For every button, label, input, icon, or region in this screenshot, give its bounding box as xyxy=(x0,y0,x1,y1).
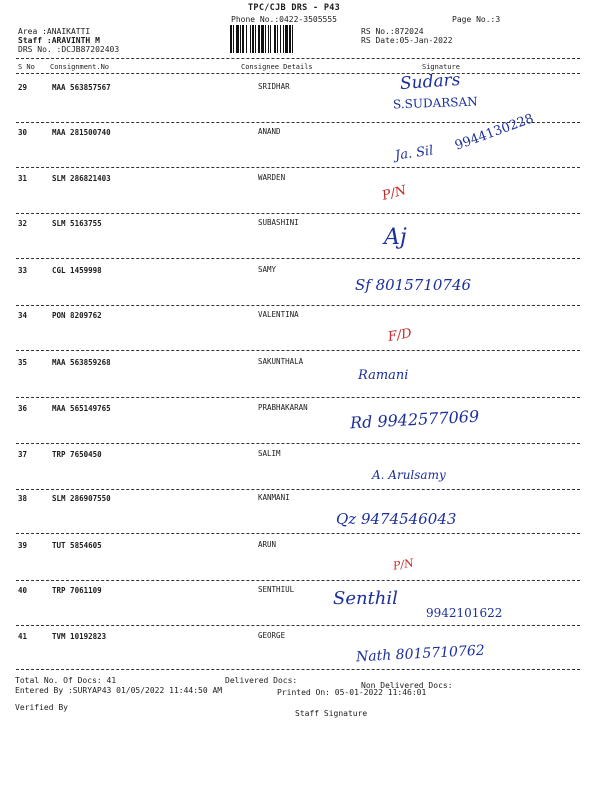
row-serial-number: 41 xyxy=(18,632,28,641)
row-consignment-number: PON 8209762 xyxy=(52,311,102,320)
staff-signature: Staff Signature xyxy=(295,709,368,718)
row-serial-number: 36 xyxy=(18,404,28,413)
row-serial-number: 29 xyxy=(18,83,28,92)
row-consignee-name: SAMY xyxy=(258,265,277,274)
row-consignment-number: SLM 286821403 xyxy=(52,174,111,183)
row-serial-number: 37 xyxy=(18,450,28,459)
document-title: TPC/CJB DRS - P43 xyxy=(248,3,341,13)
area-label: Area :ANAIKATTI xyxy=(18,27,91,36)
row-divider xyxy=(16,305,580,306)
handwritten-signature: Ramani xyxy=(358,368,409,383)
row-divider xyxy=(16,580,580,581)
printed-on: Printed On: 05-01-2022 11:46:01 xyxy=(277,688,427,697)
rs-number: RS No.:872024 xyxy=(361,27,424,36)
handwritten-signature: Nath 8015710762 xyxy=(355,642,486,666)
row-consignment-number: CGL 1459998 xyxy=(52,266,102,275)
verified-by: Verified By xyxy=(15,703,68,712)
row-consignee-name: GEORGE xyxy=(258,631,286,640)
handwritten-signature: Senthil xyxy=(333,588,398,609)
staff-label: Staff :ARAVINTH M xyxy=(18,36,100,45)
row-divider xyxy=(16,443,580,444)
row-divider xyxy=(16,350,580,351)
row-consignee-name: ANAND xyxy=(258,127,281,136)
row-serial-number: 35 xyxy=(18,358,28,367)
row-consignee-name: SENTHIUL xyxy=(258,585,295,594)
row-consignee-name: ARUN xyxy=(258,540,277,549)
row-divider xyxy=(16,397,580,398)
row-consignment-number: MAA 563859268 xyxy=(52,358,111,367)
row-serial-number: 38 xyxy=(18,494,28,503)
handwritten-signature: Rd 9942577069 xyxy=(349,406,480,433)
row-consignment-number: TVM 10192823 xyxy=(52,632,107,641)
handwritten-signature: Ja. Sil xyxy=(394,143,435,164)
row-serial-number: 30 xyxy=(18,128,28,137)
column-header-consignment: Consignment.No xyxy=(50,63,110,71)
row-consignee-name: WARDEN xyxy=(258,173,286,182)
handwritten-name: S.SUDARSAN xyxy=(392,94,478,112)
row-consignment-number: MAA 563857567 xyxy=(52,83,111,92)
row-serial-number: 34 xyxy=(18,311,28,320)
row-divider xyxy=(16,625,580,626)
handwritten-name: A. Arulsamy xyxy=(372,468,446,482)
row-consignment-number: MAA 565149765 xyxy=(52,404,111,413)
handwritten-note: P/N xyxy=(380,183,409,204)
row-serial-number: 31 xyxy=(18,174,28,183)
row-consignment-number: TUT 5854605 xyxy=(52,541,102,550)
row-consignee-name: PRABHAKARAN xyxy=(258,403,308,412)
rs-date: RS Date:05-Jan-2022 xyxy=(361,36,453,45)
row-consignment-number: TRP 7650450 xyxy=(52,450,102,459)
row-serial-number: 39 xyxy=(18,541,28,550)
row-divider xyxy=(16,489,580,490)
row-consignee-name: SALIM xyxy=(258,449,281,458)
row-divider xyxy=(16,167,580,168)
column-header-divider xyxy=(16,73,580,74)
row-consignment-number: TRP 7061109 xyxy=(52,586,102,595)
handwritten-note: F/D xyxy=(386,326,413,345)
row-serial-number: 40 xyxy=(18,586,28,595)
header-divider xyxy=(16,58,580,59)
handwritten-phone: 9944130228 xyxy=(452,111,536,154)
handwritten-note: P/N xyxy=(392,556,415,573)
delivered-docs: Delivered Docs: xyxy=(225,676,298,685)
row-consignee-name: SAKUNTHALA xyxy=(258,357,304,366)
row-consignee-name: KANMANI xyxy=(258,493,290,502)
row-serial-number: 33 xyxy=(18,266,28,275)
phone-number: Phone No.:0422-3505555 xyxy=(231,15,337,24)
handwritten-signature: Qz 9474546043 xyxy=(336,510,457,528)
handwritten-phone: 9942101622 xyxy=(426,606,503,620)
row-serial-number: 32 xyxy=(18,219,28,228)
column-header-signature: Signature xyxy=(422,63,460,71)
row-consignment-number: SLM 286907550 xyxy=(52,494,111,503)
entered-by: Entered By :SURYAP43 01/05/2022 11:44:50 AM xyxy=(15,686,223,695)
handwritten-signature: Sudars xyxy=(399,69,462,95)
column-header-sno: S No xyxy=(18,63,35,71)
handwritten-signature: Aj xyxy=(384,225,407,250)
row-consignment-number: SLM 5163755 xyxy=(52,219,102,228)
row-consignee-name: SUBASHINI xyxy=(258,218,299,227)
handwritten-signature: Sf 8015710746 xyxy=(355,276,472,294)
row-consignee-name: VALENTINA xyxy=(258,310,299,319)
footer-divider xyxy=(16,669,580,670)
barcode-image xyxy=(230,25,350,53)
row-divider xyxy=(16,213,580,214)
column-header-consignee: Consignee Details xyxy=(241,63,313,71)
drs-number: DRS No. :DCJB87202403 xyxy=(18,45,120,54)
row-divider xyxy=(16,258,580,259)
row-consignee-name: SRIDHAR xyxy=(258,82,290,91)
row-consignment-number: MAA 281500740 xyxy=(52,128,111,137)
page-number: Page No.:3 xyxy=(452,15,501,24)
total-docs: Total No. Of Docs: 41 xyxy=(15,676,117,685)
non-delivered-docs: Non Delivered Docs: xyxy=(361,681,453,690)
row-divider xyxy=(16,533,580,534)
